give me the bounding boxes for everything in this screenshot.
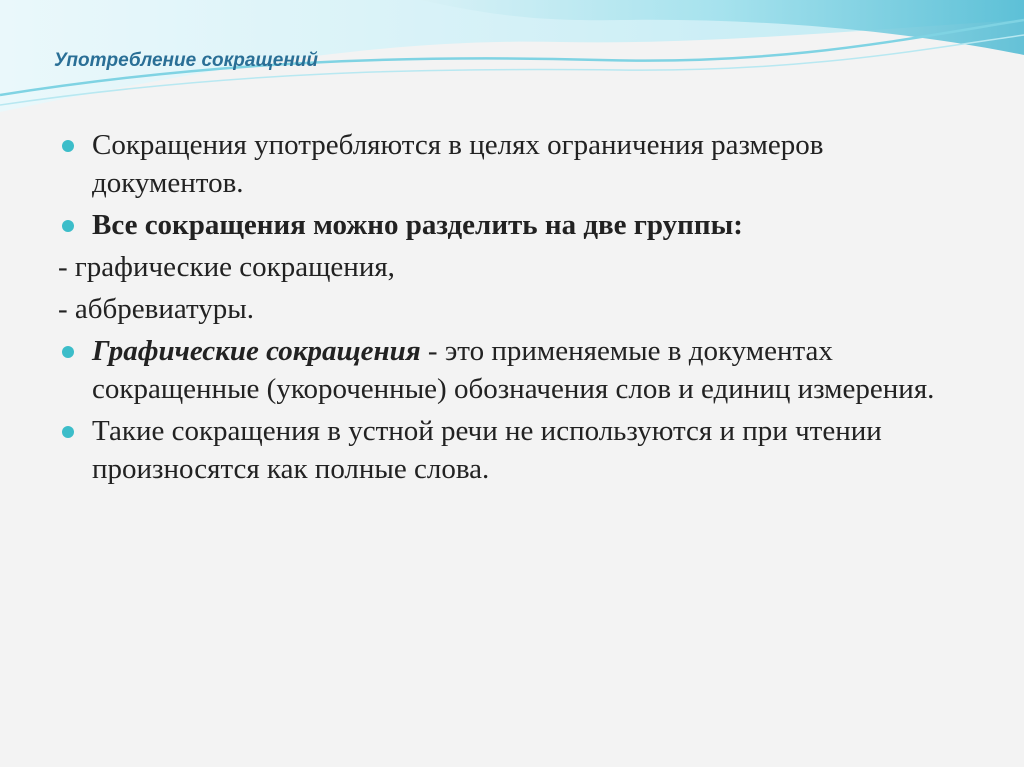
term: Графические сокращения (92, 335, 421, 367)
bullet-dot-icon (62, 346, 74, 358)
bullet-text: - это применяемые в документах сокращенные (укороченные) обозначения слов и единиц измерения. (92, 335, 935, 405)
bullet-item (58, 332, 958, 408)
bullet-text: Все сокращения можно разделить на две группы: (92, 209, 743, 241)
bullet-item (58, 126, 958, 202)
bullet-text: Сокращения употребляются в целях ограничения размеров документов. (92, 129, 824, 199)
bullet-dot-icon (62, 140, 74, 152)
bullet-text: Такие сокращения в устной речи не используются и при чтении произносятся как полные слова. (92, 415, 882, 485)
bullet-dot-icon (62, 220, 74, 232)
bullet-dot-icon (62, 426, 74, 438)
dash-item: - аббревиатуры. (58, 293, 255, 325)
slide-title: Употребление сокращений (54, 50, 319, 71)
bullet-item (58, 412, 958, 488)
slide-content (58, 126, 958, 492)
dash-item: - графические сокращения, (58, 251, 395, 283)
bullet-item (58, 206, 958, 244)
